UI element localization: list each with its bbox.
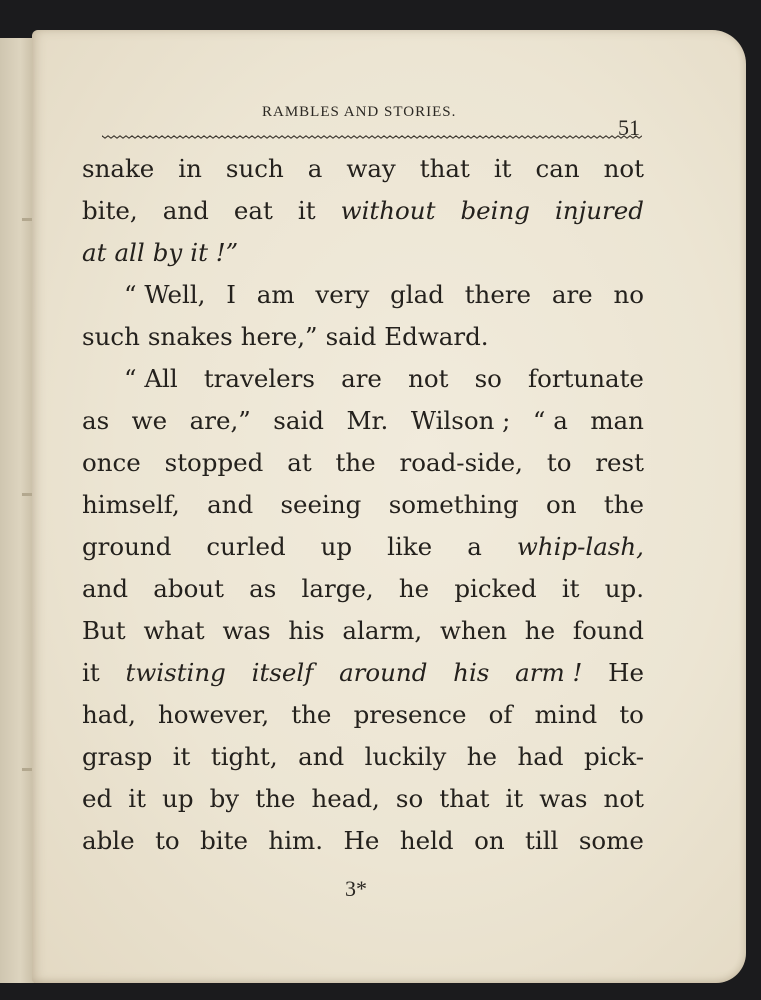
word: the: [335, 448, 376, 477]
word: when: [439, 616, 507, 645]
word: not: [603, 154, 644, 183]
word: he: [466, 742, 498, 771]
word: snakes: [147, 322, 233, 351]
word: itself: [251, 658, 314, 687]
word: alarm,: [342, 616, 423, 645]
text-line: [82, 526, 644, 568]
text-line: [82, 610, 644, 652]
word: around: [339, 658, 428, 687]
word: had,: [82, 700, 136, 729]
word: it !”: [190, 238, 239, 267]
word: however,: [158, 700, 270, 729]
text-line: [82, 694, 644, 736]
word: something: [388, 490, 519, 519]
word: a: [307, 154, 323, 183]
word: had: [517, 742, 564, 771]
word: up: [320, 532, 353, 561]
word: a: [467, 532, 482, 561]
word: mind: [534, 700, 598, 729]
word: at: [287, 448, 312, 477]
word: But: [82, 616, 126, 645]
word: way: [346, 154, 396, 183]
word: am: [256, 280, 295, 309]
text-line: [82, 568, 644, 610]
word: found: [572, 616, 644, 645]
word: He: [608, 658, 644, 687]
text-line: [82, 736, 644, 778]
word: some: [578, 826, 644, 855]
word: on: [546, 490, 577, 519]
word: Edward.: [384, 322, 489, 351]
left-page-edge: [0, 38, 36, 983]
word: as: [82, 406, 110, 435]
word: till: [525, 826, 559, 855]
word: travelers: [203, 364, 315, 393]
word: snake: [82, 154, 155, 183]
word: it: [493, 154, 512, 183]
word: head,: [311, 784, 380, 813]
word: glad: [390, 280, 444, 309]
word: it: [505, 784, 524, 813]
word: twisting: [125, 658, 226, 687]
word: his: [288, 616, 325, 645]
word: it: [561, 574, 580, 603]
word: are,”: [189, 406, 251, 435]
word: was: [539, 784, 588, 813]
word: as: [249, 574, 277, 603]
word: and: [207, 490, 254, 519]
word: said: [325, 322, 377, 351]
word: curled: [206, 532, 286, 561]
word: it: [297, 196, 316, 225]
word: are: [341, 364, 382, 393]
text-line: [82, 820, 644, 862]
word: are: [551, 280, 593, 309]
word: eat: [233, 196, 273, 225]
word: tight,: [210, 742, 278, 771]
word: it: [172, 742, 191, 771]
running-head: RAMBLES AND STORIES.: [262, 104, 457, 120]
decorative-wavy-rule: [102, 134, 642, 140]
word: stopped: [164, 448, 264, 477]
word: and: [298, 742, 345, 771]
word: the: [255, 784, 296, 813]
word: Wilson ;: [410, 406, 511, 435]
word: in: [178, 154, 202, 183]
word: ed: [82, 784, 113, 813]
word: by: [209, 784, 240, 813]
word: grasp: [82, 742, 153, 771]
word: not: [603, 784, 644, 813]
word: I: [226, 280, 236, 309]
word: it: [82, 658, 100, 687]
word: what: [143, 616, 205, 645]
word: seeing: [280, 490, 362, 519]
word: held: [399, 826, 454, 855]
word: so: [474, 364, 502, 393]
word: road-side,: [399, 448, 523, 477]
word: Mr.: [346, 406, 389, 435]
text-line: [82, 652, 644, 694]
word: to: [155, 826, 180, 855]
word: large,: [301, 574, 374, 603]
word: pick-: [584, 742, 644, 771]
text-line: [82, 484, 644, 526]
word: and: [162, 196, 209, 225]
word: injured: [555, 196, 644, 225]
word: luckily: [364, 742, 447, 771]
word: “ All: [124, 364, 178, 393]
word: it: [128, 784, 146, 813]
word: picked: [454, 574, 537, 603]
word: He: [343, 826, 380, 855]
word: at: [82, 238, 107, 267]
signature-mark: 3*: [345, 876, 367, 901]
word: up: [162, 784, 194, 813]
word: said: [273, 406, 324, 435]
word: that: [439, 784, 490, 813]
word: the: [603, 490, 644, 519]
text-line: [82, 316, 644, 358]
word: of: [488, 700, 513, 729]
text-line: [82, 778, 644, 820]
word: on: [474, 826, 505, 855]
text-line: [82, 148, 644, 190]
text-line: [82, 358, 644, 400]
word: so: [395, 784, 424, 813]
word: presence: [353, 700, 467, 729]
text-line: [82, 232, 644, 274]
word: by: [152, 238, 183, 267]
word: man: [590, 406, 644, 435]
text-line: [82, 442, 644, 484]
word: his: [453, 658, 490, 687]
word: like: [387, 532, 433, 561]
word: the: [291, 700, 332, 729]
word: about: [153, 574, 224, 603]
word: without: [340, 196, 436, 225]
word: he: [524, 616, 556, 645]
word: once: [82, 448, 141, 477]
word: all: [114, 238, 145, 267]
word: up.: [604, 574, 644, 603]
word: “ a: [532, 406, 568, 435]
word: there: [464, 280, 532, 309]
word: was: [222, 616, 271, 645]
page-number: 51: [618, 115, 640, 140]
word: arm !: [515, 658, 583, 687]
word: bite,: [82, 196, 138, 225]
word: such: [82, 322, 140, 351]
word: he: [398, 574, 430, 603]
word: and: [82, 574, 129, 603]
body-text: [82, 148, 644, 862]
word: to: [619, 700, 644, 729]
word: that: [419, 154, 470, 183]
word: to: [546, 448, 572, 477]
word: himself,: [82, 490, 180, 519]
word: here,”: [240, 322, 318, 351]
word: rest: [595, 448, 644, 477]
word: able: [82, 826, 135, 855]
word: not: [408, 364, 449, 393]
word: ground: [82, 532, 172, 561]
word: bite: [200, 826, 248, 855]
word: we: [131, 406, 168, 435]
word: can: [535, 154, 580, 183]
word: him.: [268, 826, 324, 855]
word: being: [460, 196, 530, 225]
text-line: [82, 190, 644, 232]
word: very: [315, 280, 370, 309]
text-line: [82, 274, 644, 316]
text-line: [82, 400, 644, 442]
word: no: [613, 280, 644, 309]
word: whip-lash,: [516, 532, 644, 561]
word: such: [225, 154, 284, 183]
word: “ Well,: [124, 280, 206, 309]
word: fortunate: [528, 364, 644, 393]
